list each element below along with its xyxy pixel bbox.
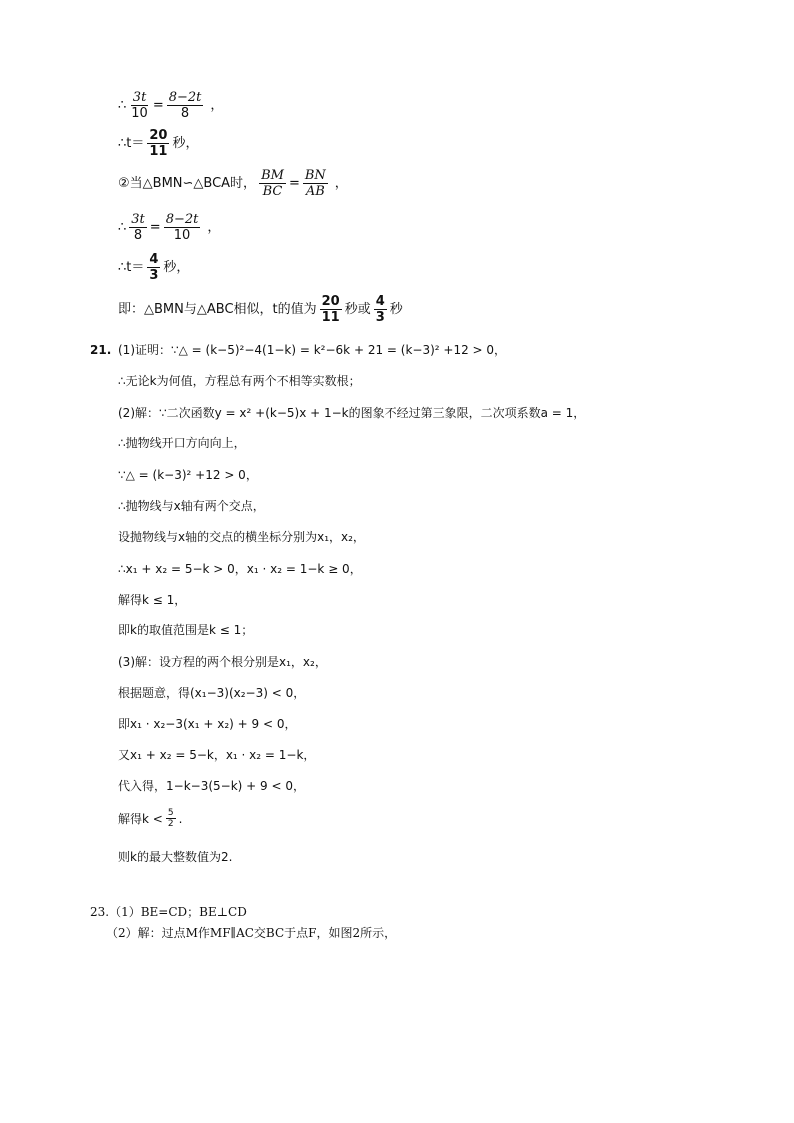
text: (1)证明：∵△ = (k−5)²−4(1−k) = k²−6k + 21 = (k−3)² +12 > 0， (118, 343, 507, 357)
fraction (147, 128, 169, 159)
eq-line-3 (118, 168, 348, 199)
numerator: BN (304, 168, 326, 183)
q21-line-8 (118, 560, 362, 578)
numerator: BM (261, 168, 284, 183)
text: 解得k < (118, 811, 163, 826)
text: ∴t＝ (118, 259, 145, 275)
numerator: 4 (375, 294, 385, 309)
numerator: 4 (149, 252, 159, 267)
text: ∵△ = (k−3)² +12 > 0， (118, 468, 258, 482)
q21-line-3 (118, 404, 585, 422)
fraction (129, 212, 147, 243)
eq-line-5 (118, 252, 189, 283)
denominator: 10 (131, 106, 148, 121)
text: 代入得，1−k−3(5−k) + 9 < 0， (118, 779, 305, 793)
denominator: 8 (133, 228, 143, 243)
denominator: 2 (167, 819, 174, 829)
equals: = (149, 219, 161, 235)
fraction (259, 168, 286, 199)
fraction (147, 252, 160, 283)
numerator: 8−2t (165, 212, 199, 227)
therefore-symbol: ∴ (118, 97, 127, 113)
fraction (166, 808, 176, 829)
punct: ， (207, 219, 221, 235)
q21-line-13 (118, 715, 296, 733)
text: 则k的最大整数值为2. (118, 850, 233, 864)
numerator: 20 (149, 128, 168, 143)
fraction (167, 90, 204, 121)
denominator: 11 (321, 310, 340, 325)
q21-line-14 (118, 746, 315, 764)
fraction (374, 294, 387, 325)
numerator: 8−2t (168, 90, 202, 105)
q21-line-9 (118, 591, 186, 609)
q23-line-1 (90, 903, 247, 921)
numerator: 3t (132, 90, 147, 105)
text: 秒， (172, 135, 199, 151)
numerator: 5 (167, 808, 174, 818)
denominator: 10 (173, 228, 191, 243)
text: ∴抛物线与x轴有两个交点， (118, 499, 265, 513)
equals: = (152, 97, 164, 113)
q21-line-11 (118, 653, 327, 671)
denominator: BC (262, 184, 283, 199)
q21-line-15 (118, 777, 305, 795)
text: 秒 (389, 301, 403, 317)
text: 秒或 (344, 301, 371, 317)
question-number (90, 341, 111, 359)
text: 设抛物线与x轴的交点的横坐标分别为x₁，x₂， (118, 530, 365, 544)
denominator: 11 (149, 144, 168, 159)
therefore-symbol: ∴ (118, 219, 127, 235)
text: 即：△BMN与△ABC相似，t的值为 (118, 301, 317, 317)
q21-line-7 (118, 528, 365, 546)
denominator: AB (305, 184, 325, 199)
text: ∴无论k为何值，方程总有两个不相等实数根； (118, 374, 361, 388)
numerator: 20 (321, 294, 340, 309)
punct: ， (334, 175, 348, 191)
text: 即k的取值范围是k ≤ 1； (118, 623, 254, 637)
text: ∴x₁ + x₂ = 5−k > 0，x₁ · x₂ = 1−k ≥ 0， (118, 562, 362, 576)
q21-line-5 (118, 466, 258, 484)
fraction (320, 294, 342, 325)
q21-line-12 (118, 684, 305, 702)
q21-line-16 (118, 808, 182, 829)
text: ∴抛物线开口方向向上， (118, 436, 246, 450)
text: . (178, 811, 183, 826)
text: 秒， (163, 259, 190, 275)
text: （2）解：过点M作MF∥AC交BC于点F，如图2所示， (106, 926, 397, 940)
text: 即x₁ · x₂−3(x₁ + x₂) + 9 < 0， (118, 717, 297, 731)
text: ∴t＝ (118, 135, 145, 151)
text: (3)解：设方程的两个根分别是x₁，x₂， (118, 655, 327, 669)
punct: ， (210, 97, 224, 113)
denominator: 8 (180, 106, 190, 121)
text: 又x₁ + x₂ = 5−k，x₁ · x₂ = 1−k， (118, 748, 316, 762)
q21-line-6 (118, 497, 265, 515)
q21-line-10 (118, 621, 253, 639)
q21-number: 21. (90, 343, 112, 357)
numerator: 3t (131, 212, 145, 227)
fraction (164, 212, 201, 243)
text: 根据题意，得(x₁−3)(x₂−3) < 0， (118, 686, 306, 700)
text: (2)解：∵二次函数y = x² +(k−5)x + 1−k的图象不经过第三象限，二次项系数a = 1， (118, 406, 586, 420)
denominator: 3 (149, 268, 159, 283)
eq-line-4 (118, 212, 220, 243)
text: 解得k ≤ 1， (118, 593, 187, 607)
denominator: 3 (375, 310, 385, 325)
q21-line-2 (118, 372, 361, 390)
q21-line-4 (118, 434, 246, 452)
equals: = (288, 175, 300, 191)
q23-line-2 (106, 924, 396, 942)
eq-line-1 (118, 90, 223, 121)
eq-line-2 (118, 128, 198, 159)
fraction (129, 90, 150, 121)
q21-line-17 (118, 848, 232, 866)
fraction (303, 168, 328, 199)
text: 23.（1）BE=CD；BE⊥CD (90, 905, 247, 919)
q21-line-1 (118, 341, 506, 359)
eq-line-6 (118, 294, 403, 325)
text: ②当△BMN∽△BCA时， (118, 175, 257, 191)
